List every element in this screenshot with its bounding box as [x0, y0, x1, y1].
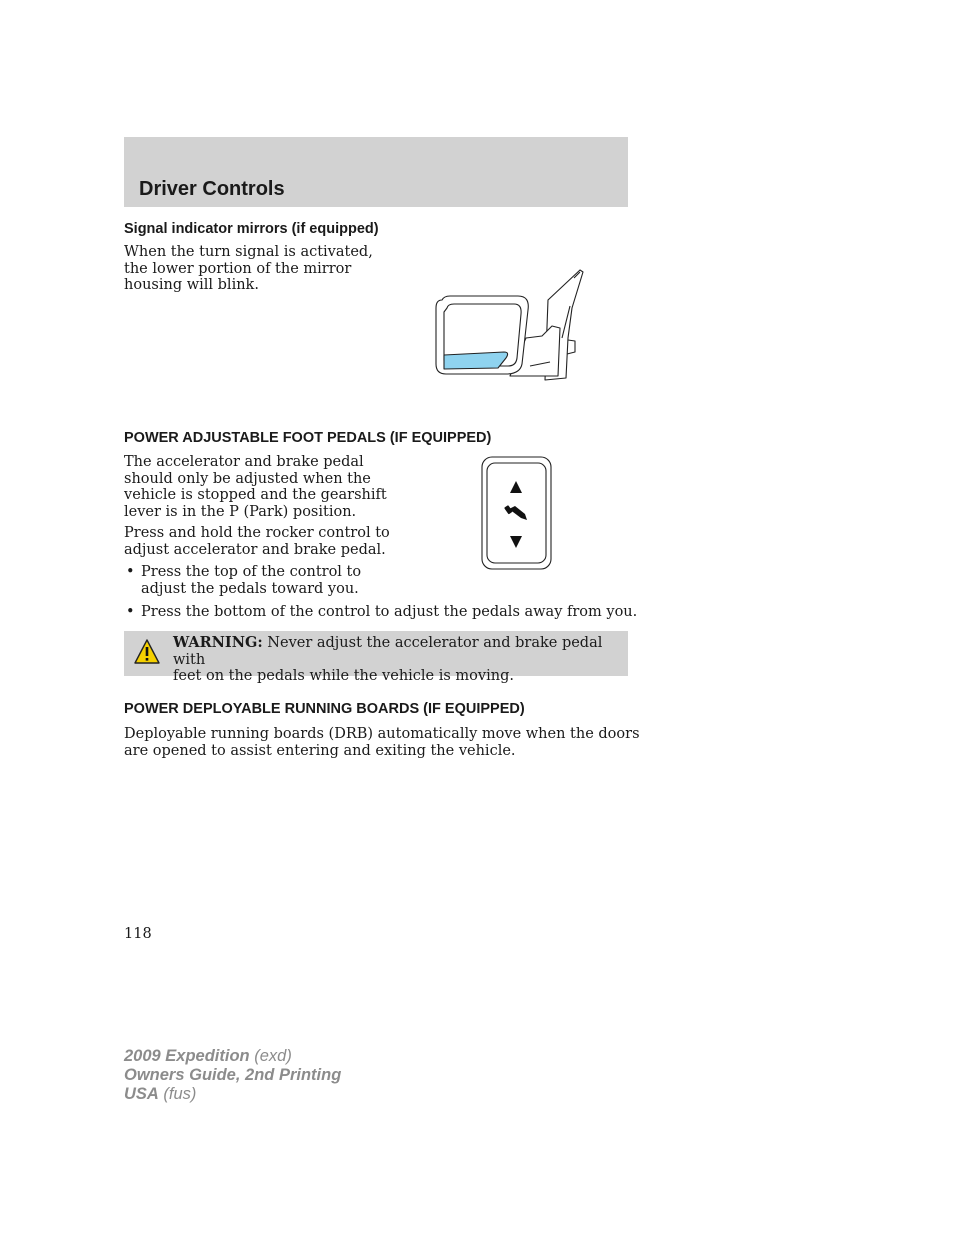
footer-model-code: (exd): [249, 1047, 292, 1065]
warning-triangle-icon: [133, 637, 161, 667]
text-line: When the turn signal is activated,: [124, 244, 373, 260]
section-header-band: [124, 137, 628, 207]
pedals-paragraph-1: [124, 454, 387, 520]
text-line: are opened to assist entering and exiting the vehicle.: [124, 742, 516, 759]
text-line: lever is in the P (Park) position.: [124, 503, 357, 520]
pedals-bullet-2: [124, 604, 641, 621]
text-line: housing will blink.: [124, 277, 259, 294]
signal-mirrors-text: [124, 244, 373, 294]
footer-market-code: (fus): [158, 1085, 197, 1103]
pedal-rocker-switch-illustration: [481, 456, 553, 571]
text-line: adjust the pedals toward you.: [141, 580, 359, 597]
text-line: Deployable running boards (DRB) automatically move when the doors: [124, 726, 640, 742]
heading-signal-mirrors: Signal indicator mirrors (if equipped): [124, 221, 379, 237]
warning-text: [173, 635, 613, 685]
heading-power-pedals: POWER ADJUSTABLE FOOT PEDALS (IF EQUIPPED): [124, 430, 492, 446]
heading-running-boards: POWER DEPLOYABLE RUNNING BOARDS (IF EQUIPPED): [124, 701, 525, 717]
footer-market: USA: [124, 1085, 159, 1103]
text-line: vehicle is stopped and the gearshift: [124, 487, 387, 504]
footer-model: 2009 Expedition: [124, 1047, 250, 1065]
warning-line-1: Never adjust the accelerator and brake pedal with: [173, 635, 603, 668]
document-footer: [124, 1047, 341, 1104]
text-line: The accelerator and brake pedal: [124, 454, 364, 470]
text-line: Press and hold the rocker control to: [124, 525, 390, 541]
signal-lens: [444, 352, 508, 369]
signal-mirror-illustration: [430, 268, 590, 383]
warning-box: [124, 631, 628, 685]
text-line: Press the top of the control to: [141, 564, 362, 580]
running-boards-text: [124, 726, 640, 759]
text-line: Press the bottom of the control to adjust the pedals away from you.: [141, 604, 638, 620]
footer-edition: Owners Guide, 2nd Printing: [124, 1066, 342, 1084]
pedals-bullet-1: [124, 564, 361, 597]
bullet-dot: •: [126, 604, 135, 620]
pedals-paragraph-2: [124, 525, 390, 558]
bullet-dot: •: [126, 564, 135, 580]
page-number: 118: [124, 926, 152, 942]
text-line: adjust accelerator and brake pedal.: [124, 541, 386, 558]
section-title: Driver Controls: [139, 178, 285, 200]
warning-line-2: feet on the pedals while the vehicle is moving.: [173, 668, 514, 685]
text-line: should only be adjusted when the: [124, 470, 371, 487]
text-line: the lower portion of the mirror: [124, 260, 352, 277]
warning-label: WARNING:: [173, 634, 263, 651]
